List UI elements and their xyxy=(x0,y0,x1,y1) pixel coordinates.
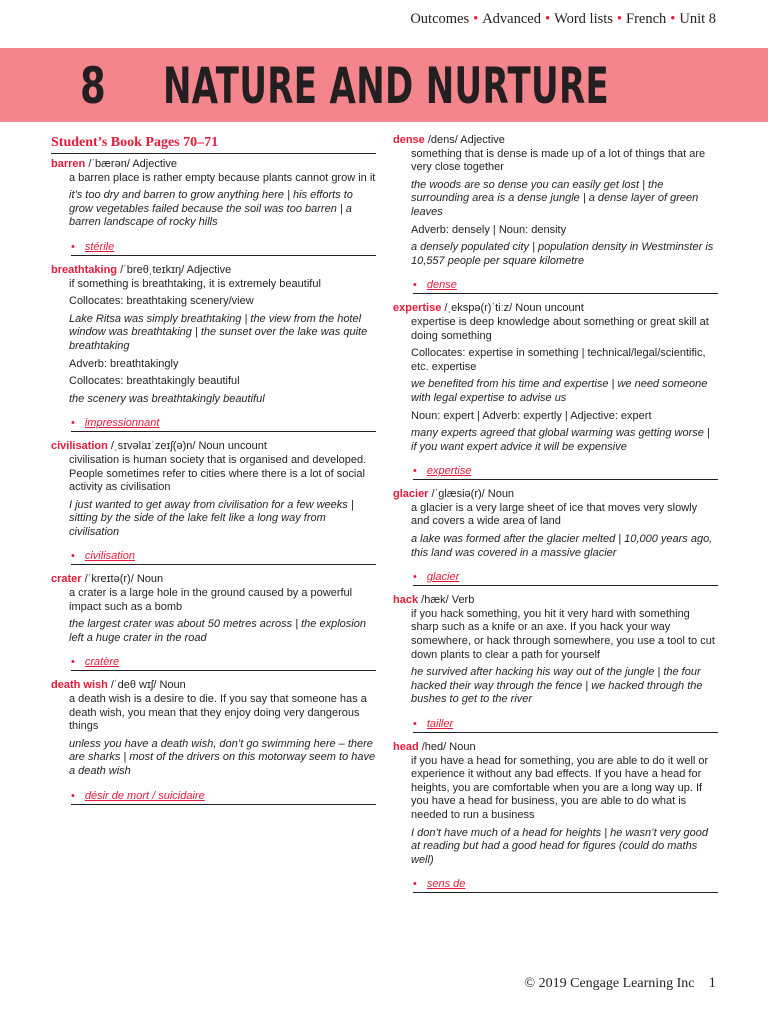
translation-line xyxy=(71,549,376,565)
example-sentences: a densely populated city | population density in Westminster is 10,557 people per square kilometre xyxy=(411,241,714,267)
pronunciation-pos: /ˌekspə(r)ˈtiːz/ Noun uncount xyxy=(444,302,584,315)
french-translation: stérile xyxy=(84,240,115,253)
entry-list-left xyxy=(51,158,376,813)
bullet-icon: • xyxy=(413,718,417,730)
translation-line xyxy=(71,789,376,805)
definition-text: something that is dense is made up of a lot of things that are very close together xyxy=(411,147,706,174)
example-sentences: the largest crater was about 50 metres across | the explosion left a huge crater in the road xyxy=(69,618,366,644)
bullet-icon: • xyxy=(413,279,417,292)
translation-line xyxy=(71,655,376,671)
example-sentences: he survived after hacking his way out of the jungle | the four hacked their way through the fence | we hacked through the bushes to get to the river xyxy=(411,666,703,706)
example-sentences: Lake Ritsa was simply breathtaking | the view from the hotel window was breathtaking | the sunset over the lake was quite breathtaking xyxy=(69,312,368,352)
left-column xyxy=(51,134,376,813)
word-entry xyxy=(393,741,718,901)
right-column xyxy=(393,134,718,901)
unit-number: 8 xyxy=(80,57,106,115)
footer xyxy=(524,975,716,992)
example-sentences: the woods are so dense you can easily get lost | the surrounding area is a dense jungle | a dense layer of green leaves xyxy=(411,178,699,218)
breadcrumb-separator: • xyxy=(544,11,551,27)
definition-text: if you have a head for something, you are able to do it well or experience it without any bad effects. If you have a head for heights, you are comfortable when you are a long way up. If you have a head for business, you are able to do what is needed to run a business xyxy=(411,754,709,821)
headword: civilisation xyxy=(51,440,108,453)
word-entry xyxy=(393,134,718,302)
definition-text: Adverb: densely | Noun: density xyxy=(411,223,567,236)
bullet-icon: • xyxy=(71,789,75,802)
headword: breathtaking xyxy=(51,263,118,276)
headword: glacier xyxy=(393,488,429,501)
page-number: 1 xyxy=(708,975,716,991)
copyright: © 2019 Cengage Learning Inc xyxy=(524,976,695,991)
breadcrumb-separator: • xyxy=(473,11,479,27)
headword: barren xyxy=(51,158,86,170)
french-translation: civilisation xyxy=(84,550,135,563)
definition-text: expertise is deep knowledge about something or great skill at doing something xyxy=(411,315,709,342)
entry-headline xyxy=(51,158,376,172)
french-translation: désir de mort / suicidaire xyxy=(84,789,205,802)
word-entry xyxy=(51,573,376,679)
french-translation: tailler xyxy=(426,718,454,730)
bullet-icon: • xyxy=(413,878,417,891)
pronunciation-pos: /ˈdeθ wɪʃ/ Noun xyxy=(110,679,186,692)
entry-headline xyxy=(51,440,376,454)
definition-text: Collocates: breathtaking scenery/view xyxy=(69,295,254,308)
example-sentences: the scenery was breathtakingly beautiful xyxy=(69,392,265,405)
bullet-icon: • xyxy=(71,550,75,563)
pronunciation-pos: /hæk/ Verb xyxy=(421,594,475,607)
example-sentences: we benefited from his time and expertise | we need someone with legal expertise to advise us xyxy=(411,378,708,404)
bullet-icon: • xyxy=(71,417,75,430)
example-sentences: unless you have a death wish, don’t go swimming here – there are sharks | most of the drivers on this motorway seem to have a death wish xyxy=(69,737,376,777)
headword: head xyxy=(393,741,419,753)
entry-headline xyxy=(393,134,718,148)
headword: death wish xyxy=(51,679,108,692)
example-sentences: I don’t have much of a head for heights | he wasn’t very good at reading but had a good head for figures (could do maths well) xyxy=(411,826,708,866)
definition-text: civilisation is human society that is organised and developed. People sometimes refer to cities where there is a lot of social activity as civilisation xyxy=(69,453,367,494)
definition-text: Collocates: expertise in something | technical/legal/scientific, etc. expertise xyxy=(411,347,706,373)
definition-text: if something is breathtaking, it is extremely beautiful xyxy=(69,277,321,290)
translation-line xyxy=(413,717,718,733)
translation-line xyxy=(413,570,718,586)
example-sentences: many experts agreed that global warming was getting worse | if you want expert advice it will be expensive xyxy=(411,427,710,453)
entry-headline xyxy=(51,264,376,278)
pronunciation-pos: /ˈkreɪtə(r)/ Noun xyxy=(84,573,164,586)
bullet-icon: • xyxy=(71,240,75,253)
breadcrumb-item: Word lists xyxy=(554,11,613,27)
translation-line xyxy=(413,278,718,294)
word-entry xyxy=(51,264,376,440)
definition-text: a crater is a large hole in the ground caused by a powerful impact such as a bomb xyxy=(69,587,353,613)
bullet-icon: • xyxy=(413,571,417,584)
breadcrumb-item: Unit 8 xyxy=(679,11,716,27)
french-translation: dense xyxy=(426,279,457,292)
entry-headline xyxy=(51,573,376,587)
word-entry xyxy=(393,302,718,488)
example-sentences: a lake was formed after the glacier melted | 10,000 years ago, this land was covered in a massive glacier xyxy=(411,533,713,559)
word-entry xyxy=(393,488,718,594)
definition-text: Adverb: breathtakingly xyxy=(69,357,179,370)
word-entry xyxy=(393,594,718,741)
breadcrumb xyxy=(410,11,716,28)
pronunciation-pos: /ˌsɪvəlaɪˈzeɪʃ(ə)n/ Noun uncount xyxy=(110,440,267,453)
pronunciation-pos: /ˈbærən/ Adjective xyxy=(88,158,177,170)
headword: expertise xyxy=(393,302,442,315)
breadcrumb-separator: • xyxy=(670,11,676,27)
bullet-icon: • xyxy=(413,465,417,478)
entry-headline xyxy=(51,679,376,693)
pronunciation-pos: /dens/ Adjective xyxy=(427,134,505,146)
bullet-icon: • xyxy=(71,656,75,669)
word-entry xyxy=(51,679,376,812)
definition-text: a glacier is a very large sheet of ice that moves very slowly and covers a wide area of land xyxy=(411,501,698,528)
word-entry xyxy=(51,158,376,264)
entry-list-right xyxy=(393,134,718,901)
translation-line xyxy=(413,877,718,893)
entry-headline xyxy=(393,594,718,608)
headword: crater xyxy=(51,573,82,586)
breadcrumb-separator: • xyxy=(616,11,622,27)
definition-text: a death wish is a desire to die. If you say that someone has a death wish, you mean that they enjoy doing very dangerous things xyxy=(69,693,367,733)
definition-text: if you hack something, you hit it very hard with something sharp such as a knife or an axe. If you hack your way somewhere, or hack through somewhere, you use a tool to cut down plants to clear a path for yourself xyxy=(411,607,715,661)
pronunciation-pos: /ˈɡlæsiə(r)/ Noun xyxy=(431,488,515,501)
breadcrumb-item: French xyxy=(626,11,667,27)
entry-headline xyxy=(393,488,718,502)
translation-line xyxy=(71,240,376,256)
breadcrumb-item: Advanced xyxy=(482,11,541,27)
french-translation: impressionnant xyxy=(84,417,160,430)
definition-text: a barren place is rather empty because plants cannot grow in it xyxy=(69,171,376,184)
french-translation: sens de xyxy=(426,878,466,891)
pronunciation-pos: /ˈbreθˌteɪkɪŋ/ Adjective xyxy=(120,263,232,276)
headword: dense xyxy=(393,134,425,146)
translation-line xyxy=(413,464,718,480)
section-title: Student’s Book Pages 70–71 xyxy=(51,134,376,154)
definition-text: Collocates: breathtakingly beautiful xyxy=(69,375,240,388)
breadcrumb-item: Outcomes xyxy=(410,11,470,27)
translation-line xyxy=(71,416,376,432)
french-translation: expertise xyxy=(426,465,472,478)
pronunciation-pos: /hed/ Noun xyxy=(421,741,476,753)
entry-headline xyxy=(393,302,718,316)
french-translation: glacier xyxy=(426,571,460,584)
definition-text: Noun: expert | Adverb: expertly | Adjective: expert xyxy=(411,409,652,422)
example-sentences: it’s too dry and barren to grow anything here | his efforts to grow vegetables failed because the soil was too barren | a barren landscape of rocky hills xyxy=(69,189,353,229)
example-sentences: I just wanted to get away from civilisation for a few weeks | sitting by the side of the lake felt like a long way from civilisation xyxy=(69,498,354,538)
headword: hack xyxy=(393,594,419,607)
unit-title: NATURE AND NURTURE xyxy=(163,57,610,115)
entry-headline xyxy=(393,741,718,755)
word-entry xyxy=(51,440,376,573)
french-translation: cratère xyxy=(84,656,120,669)
